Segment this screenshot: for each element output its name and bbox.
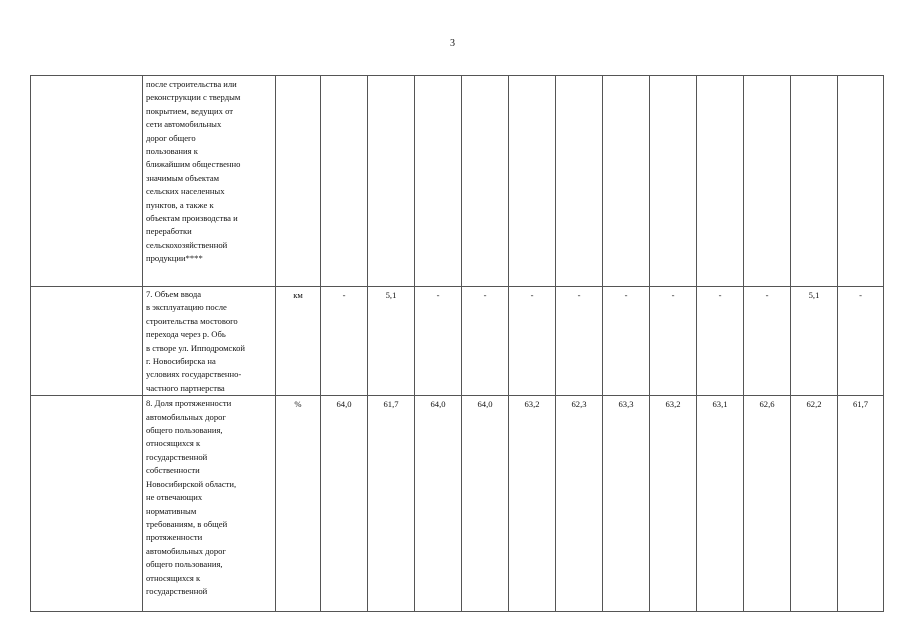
value-cell bbox=[321, 76, 368, 287]
unit-value: км bbox=[293, 290, 303, 300]
unit-cell bbox=[276, 396, 321, 612]
unit-cell bbox=[276, 287, 321, 396]
value-cell: 63,1 bbox=[697, 396, 744, 612]
value-cell: - bbox=[415, 287, 462, 396]
value-cell: 62,6 bbox=[744, 396, 791, 612]
value-cell bbox=[415, 76, 462, 287]
value-cell: - bbox=[462, 287, 509, 396]
unit-value: % bbox=[294, 399, 302, 410]
value-cell bbox=[838, 76, 884, 287]
value-cell: 64,0 bbox=[415, 396, 462, 612]
value-cell: 5,1 bbox=[368, 287, 415, 396]
value-cell bbox=[556, 76, 603, 287]
value-cell: 62,3 bbox=[556, 396, 603, 612]
value-cell: - bbox=[556, 287, 603, 396]
value-cell: 63,3 bbox=[603, 396, 650, 612]
value-cell: - bbox=[650, 287, 697, 396]
value-cell: 62,2 bbox=[791, 396, 838, 612]
value-cell: 61,7 bbox=[838, 396, 884, 612]
table-row bbox=[31, 396, 884, 612]
value-cell: 64,0 bbox=[462, 396, 509, 612]
indicator-name: после строительства или реконструкции с твердым покрытием, ведущих от сети автомобильных дорог общего пользования к ближайшим общественно значимым объектам сельских населенных пунктов, а также к объектам производства и переработки сельскохозяйственной продукции**** bbox=[146, 79, 241, 264]
table-row bbox=[31, 76, 884, 287]
value-cell bbox=[650, 76, 697, 287]
value-cell: - bbox=[697, 287, 744, 396]
value-cell: - bbox=[603, 287, 650, 396]
value-cell: 5,1 bbox=[791, 287, 838, 396]
value-cell bbox=[509, 76, 556, 287]
value-cell: 63,2 bbox=[650, 396, 697, 612]
value-cell bbox=[368, 76, 415, 287]
value-cell: - bbox=[744, 287, 791, 396]
indicator-name: 7. Объем ввода в эксплуатацию после строительства мостового перехода через р. Обь в створе ул. Ипподромской г. Новосибирска на условиях государственно- частного партнерства bbox=[146, 289, 245, 393]
indicator-name-cell bbox=[143, 396, 276, 612]
value-cell bbox=[791, 76, 838, 287]
value-cell: - bbox=[838, 287, 884, 396]
value-cell: 63,2 bbox=[509, 396, 556, 612]
value-cell bbox=[697, 76, 744, 287]
unit-cell bbox=[276, 76, 321, 287]
indicator-name-cell bbox=[143, 287, 276, 396]
value-cell: 64,0 bbox=[321, 396, 368, 612]
indicator-name-cell bbox=[143, 76, 276, 287]
value-cell bbox=[603, 76, 650, 287]
value-cell: - bbox=[509, 287, 556, 396]
value-cell: - bbox=[321, 287, 368, 396]
table-row bbox=[31, 287, 884, 396]
value-cell bbox=[744, 76, 791, 287]
value-cell bbox=[462, 76, 509, 287]
empty-cell bbox=[31, 287, 143, 396]
indicators-table bbox=[30, 75, 884, 612]
value-cell: 61,7 bbox=[368, 396, 415, 612]
indicator-name: 8. Доля протяженности автомобильных дорог общего пользования, относящихся к государственной собственности Новосибирской области, не отвечающих нормативным требованиям, в общей протяженности автомобильных дорог общего пользования, относящихся к государственной bbox=[146, 398, 237, 596]
empty-cell bbox=[31, 76, 143, 287]
empty-cell bbox=[31, 396, 143, 612]
page-number: 3 bbox=[450, 38, 455, 49]
